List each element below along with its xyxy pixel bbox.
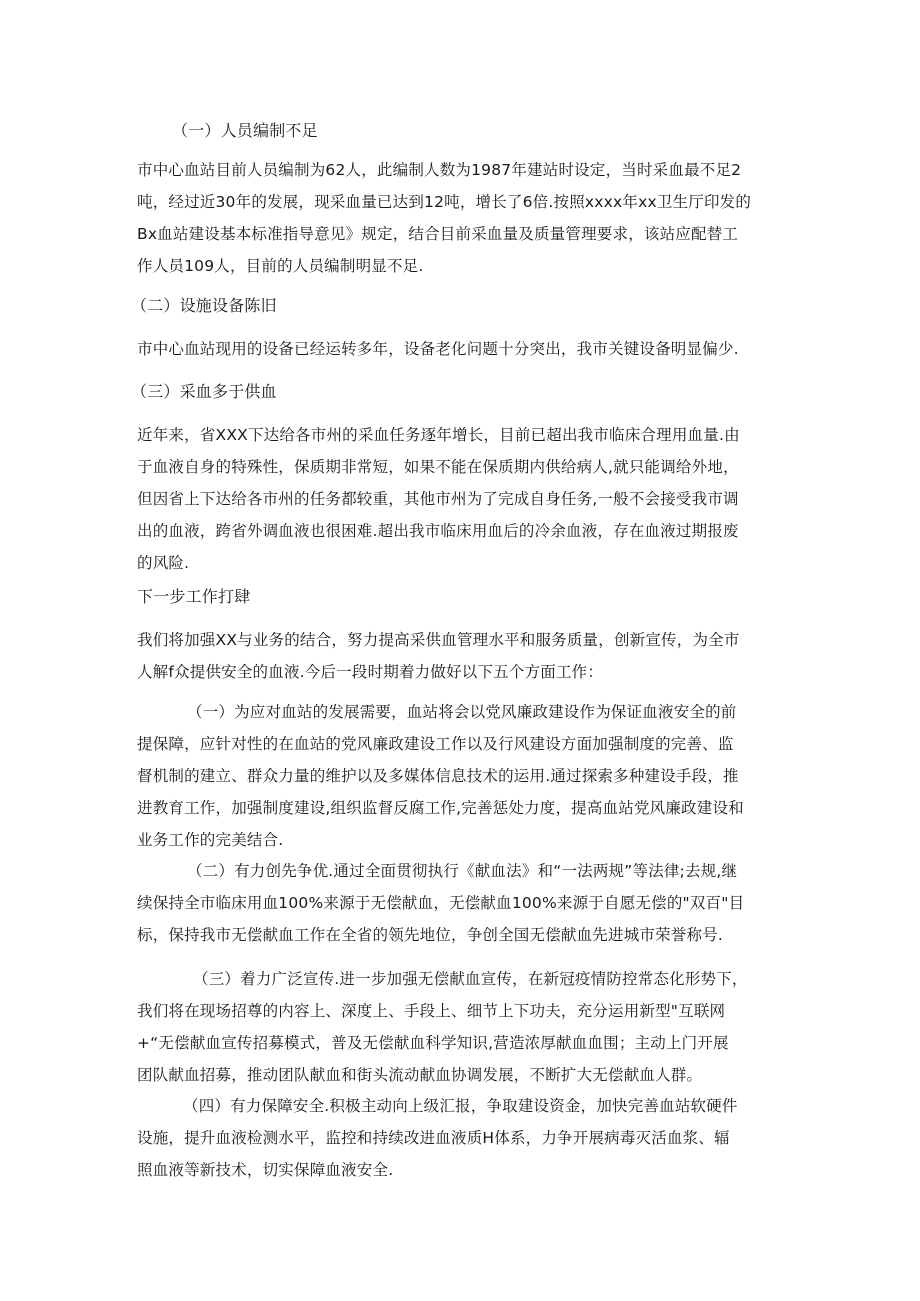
text-line: 标，保持我市无偿献血工作在全省的领先地位，争创全国无偿献血先进城市荣誉称号.	[137, 926, 724, 944]
text-line: 出的血液，跨省外调血液也很困难.超出我市临床用血后的冷余血液，存在血液过期报废	[137, 522, 739, 540]
text-line: 业务工作的完美结合.	[137, 831, 284, 849]
text-line: 团队献血招募，推动团队献血和街头流动献血协调发展，不断扩大无偿献血人群。	[137, 1066, 703, 1084]
text-line: 市中心血站现用的设备已经运转多年，设备老化问题十分突出，我市关键设备明显偏少.	[137, 340, 739, 358]
text-line: 近年来，省XXX下达给各市州的采血任务逐年增长，目前已超出我市临床合理用血量.由	[137, 426, 740, 444]
paragraph-item-2	[137, 858, 797, 949]
text-line: （二）设施设备陈旧	[131, 296, 277, 315]
text-line: 提保障，应针对性的在血站的党风廉政建设工作以及行风建设方面加强制度的完善、监	[137, 735, 734, 753]
text-line: （三）采血多于供血	[131, 382, 277, 401]
text-line: 吨，经过近30年的发展，现采血量已达到12吨，增长了6倍.按照xxxx年xx卫生厅印发的	[137, 193, 752, 211]
text-line: （一）为应对血站的发展需要，血站将会以党风廉政建设作为保证血液安全的前	[187, 703, 737, 721]
paragraph-item-3	[137, 966, 797, 1089]
text-line: 我们将在现场招尊的内容上、深度上、手段上、细节上下功夫，充分运用新型"互联网	[137, 1002, 726, 1020]
text-line: 的风险.	[137, 554, 190, 572]
text-line: Bx血站建设基本标准指导意见》规定，结合目前采血量及质量管理要求，该站应配替工	[137, 225, 739, 243]
text-line: 督机制的建立、群众力量的维护以及多媒体信息技术的运用.通过探索多种建设手段，推	[137, 767, 739, 785]
heading-staffing	[172, 117, 832, 144]
text-line: 作人员109人，目前的人员编制明显不足.	[137, 257, 424, 275]
paragraph-item-1	[137, 699, 797, 854]
text-line: 照血液等新技术，切实保障血液安全.	[137, 1161, 394, 1179]
paragraph-equipment	[137, 336, 797, 363]
text-line: 续保持全市临床用血100%来源于无偿献血，无偿献血100%来源于自愿无偿的"双百"目	[137, 894, 745, 912]
text-line: 进教育工作，加强制度建设,组织监督反腐工作,完善惩处力度，提高血站党风廉政建设和	[137, 799, 744, 817]
text-line: （二）有力创先争优.通过全面贯彻执行《献血法》和“一法两规”等法律;去规,继	[187, 862, 738, 880]
heading-next-steps	[137, 583, 797, 610]
text-line: 但因省上下达给各市州的任务都较重，其他市州为了完成自身任务,一般不会接受我市调	[137, 490, 739, 508]
paragraph-item-4	[137, 1093, 797, 1184]
text-line: 设施，提升血液检测水平，监控和持续改进血液质H体系，力争开展病毒灭活血浆、辐	[137, 1129, 730, 1147]
text-line: 人解f众提供安全的血液.今后一段时期着力做好以下五个方面工作：	[137, 663, 604, 681]
heading-supply	[131, 378, 791, 405]
text-line: 下一步工作打肆	[137, 587, 251, 606]
text-line: 于血液自身的特殊性，保质期非常短，如果不能在保质期内供给病人,就只能调给外地，	[137, 458, 739, 476]
text-line: （三）着力广泛宣传.进一步加强无偿献血宣传，在新冠疫情防控常态化形势下，	[193, 970, 748, 988]
heading-equipment	[131, 292, 791, 319]
paragraph-staffing	[137, 157, 797, 280]
text-line: （一）人员编制不足	[172, 121, 318, 140]
paragraph-supply	[137, 422, 797, 577]
paragraph-intro	[137, 627, 797, 686]
text-line: 我们将加强XX与业务的结合，努力提高采供血管理水平和服务质量，创新宣传，为全市	[137, 631, 740, 649]
text-line: 市中心血站目前人员编制为62人，此编制人数为1987年建站时设定，当时采血最不足2	[137, 161, 742, 179]
text-line: +“无偿献血宣传招募模式，普及无偿献血科学知识,营造浓厚献血血围；主动上门开展	[137, 1034, 729, 1052]
text-line: （四）有力保障安全.积极主动向上级汇报，争取建设资金，加快完善血站软硬件	[183, 1097, 738, 1115]
